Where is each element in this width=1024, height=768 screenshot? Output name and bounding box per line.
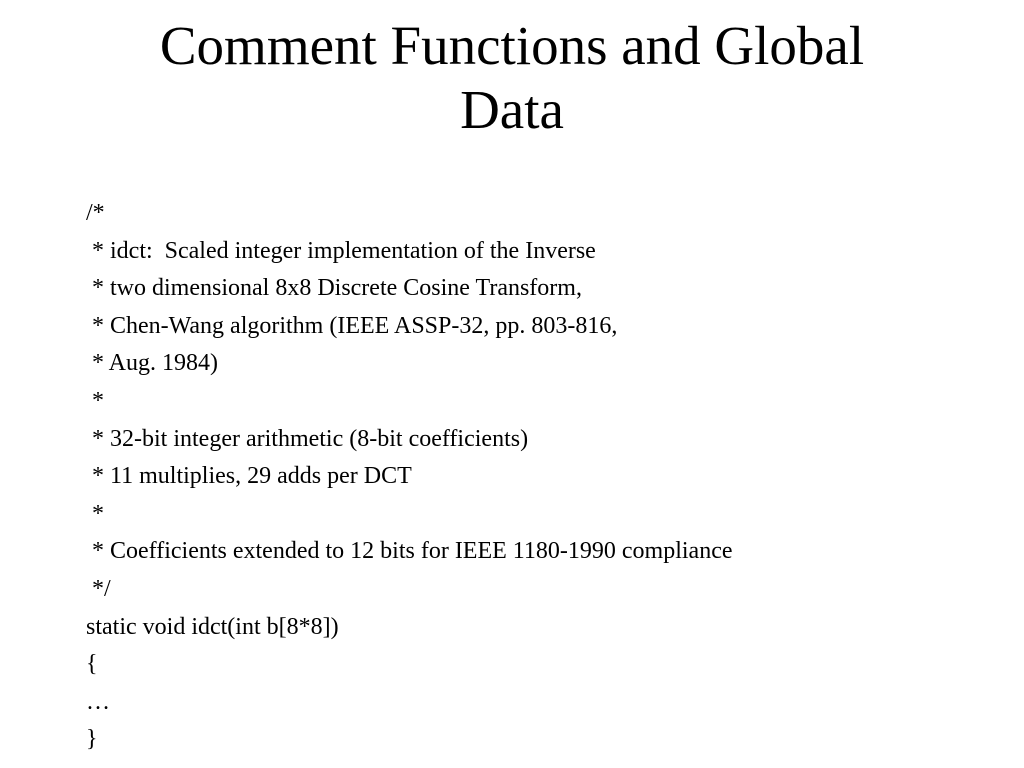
code-line: * Aug. 1984) <box>86 350 218 377</box>
code-line: … <box>86 688 110 715</box>
code-line: * 11 multiplies, 29 adds per DCT <box>86 463 412 490</box>
code-line: * <box>86 387 104 414</box>
code-listing <box>86 195 733 759</box>
code-line: */ <box>86 575 111 602</box>
code-line: * <box>86 500 104 527</box>
code-line: * idct: Scaled integer implementation of the Inverse <box>86 237 596 264</box>
code-line: * Coefficients extended to 12 bits for IEEE 1180-1990 compliance <box>86 538 733 565</box>
code-line: * 32-bit integer arithmetic (8-bit coefficients) <box>86 425 529 452</box>
code-line: * Chen-Wang algorithm (IEEE ASSP-32, pp. 803-816, <box>86 312 618 339</box>
code-line: static void idct(int b[8*8]) <box>86 613 339 640</box>
slide-title <box>60 14 964 142</box>
slide-title-line-2: Data <box>460 79 564 140</box>
code-line: } <box>86 726 98 753</box>
code-line: * two dimensional 8x8 Discrete Cosine Transform, <box>86 275 582 302</box>
slide-title-line-1: Comment Functions and Global <box>159 15 865 76</box>
code-line: { <box>86 651 98 678</box>
code-line: /* <box>86 200 105 226</box>
